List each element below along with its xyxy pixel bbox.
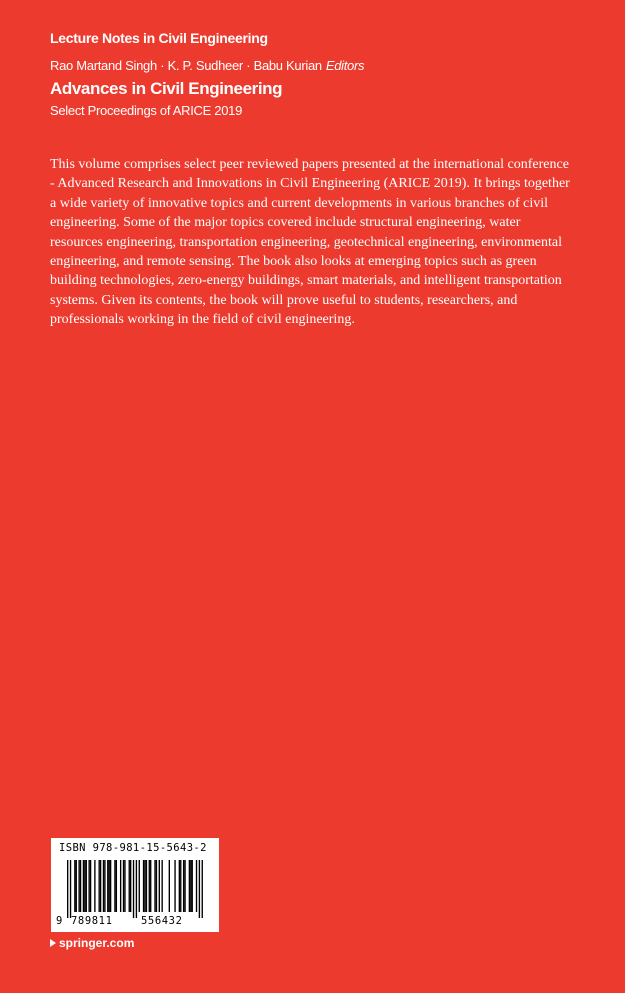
barcode-digit-first: 9 [56, 915, 63, 927]
barcode-digit-group2: 556432 [141, 915, 183, 927]
barcode-bar [161, 860, 162, 912]
barcode-bar [192, 860, 193, 912]
editors-line [50, 58, 364, 73]
editor-names: Rao Martand Singh · K. P. Sudheer · Babu Kurian [50, 58, 322, 73]
barcode-bar [120, 860, 121, 912]
barcode-bar [190, 860, 191, 912]
barcode-bar [133, 860, 134, 918]
barcode-bar [183, 860, 184, 912]
barcode-bar [70, 860, 71, 918]
barcode-bar [124, 860, 125, 912]
barcode-bar [83, 860, 84, 912]
barcode-bar [94, 860, 95, 912]
barcode-bar [180, 860, 181, 912]
barcode-bar [90, 860, 91, 912]
barcode-bar [189, 860, 190, 912]
barcode-bar [179, 860, 180, 912]
barcode-bar [88, 860, 89, 912]
barcode-image [67, 860, 203, 918]
barcode-digit-group1: 789811 [71, 915, 113, 927]
barcode-bar [76, 860, 77, 912]
barcode-bar [98, 860, 99, 912]
barcode-bar [129, 860, 130, 912]
barcode-bar [109, 860, 110, 912]
book-title: Advances in Civil Engineering [50, 79, 283, 98]
barcode-bar [202, 860, 203, 918]
barcode-bar [84, 860, 85, 912]
barcode-bar [149, 860, 150, 912]
barcode-bar [174, 860, 175, 912]
barcode-bar [139, 860, 140, 912]
barcode-bar [74, 860, 75, 912]
barcode-bar [184, 860, 185, 912]
publisher-link-text: springer.com [59, 936, 135, 950]
barcode-bar [159, 860, 160, 912]
barcode-bar [116, 860, 117, 912]
barcode-bar [199, 860, 200, 918]
barcode-bar [78, 860, 79, 912]
barcode-bar [130, 860, 131, 912]
barcode-bar [169, 860, 170, 912]
barcode-box [51, 838, 219, 932]
editors-role: Editors [325, 58, 365, 73]
barcode-bar [114, 860, 115, 912]
barcode-bar [196, 860, 197, 912]
publisher-link[interactable] [50, 936, 134, 950]
barcode-bar [100, 860, 101, 912]
barcode-bar [67, 860, 68, 918]
barcode-bar [86, 860, 87, 912]
book-subtitle: Select Proceedings of ARICE 2019 [50, 103, 243, 118]
barcode-bar [143, 860, 144, 912]
barcode-bar [144, 860, 145, 912]
barcode-bar [136, 860, 137, 918]
barcode-bar [146, 860, 147, 912]
barcode-bar [123, 860, 124, 912]
barcode-bar [103, 860, 104, 912]
barcode-bar [107, 860, 108, 912]
barcode-bar [110, 860, 111, 912]
series-name: Lecture Notes in Civil Engineering [50, 30, 268, 46]
arrow-right-icon [50, 939, 56, 947]
barcode-bar [104, 860, 105, 912]
barcode-bar [156, 860, 157, 912]
isbn-label: ISBN 978-981-15-5643-2 [59, 842, 207, 854]
book-description: This volume comprises select peer reviewed papers presented at the international conference - Advanced Research and Innovations in Civil Engineering (ARICE 2019). It brings together a wide variety of innovative topics and current developments in various branches of civil engineering. Some of the major topics covered include structural engineering, water resources engineering, transportation engineering, geotechnical engineering, environmental engineering, and remote sensing. The book also looks at emerging topics such as green building technologies, zero-energy buildings, smart materials, and intelligent transportation systems. Given its contents, the book will prove useful to students, researchers, and professionals working in the field of civil engineering. [50, 157, 570, 328]
barcode-bar [150, 860, 151, 912]
barcode-bar [154, 860, 155, 912]
barcode-bar [80, 860, 81, 912]
